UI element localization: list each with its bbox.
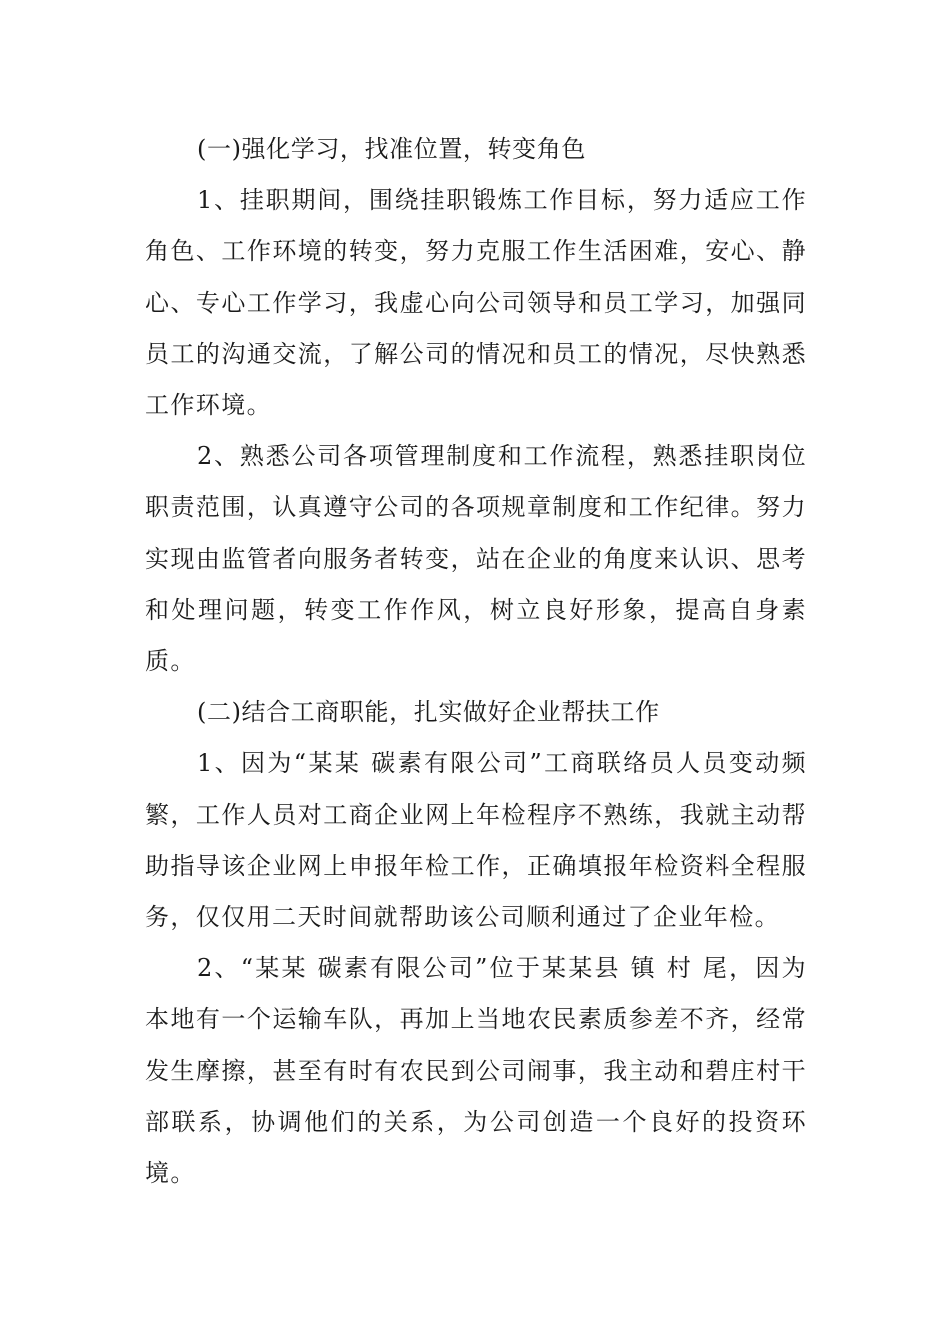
section-heading-2: (二)结合工商职能，扎实做好企业帮扶工作 bbox=[197, 698, 660, 727]
paragraph-3: 1、因为“某某 碳素有限公司”工商联络员人员变动频繁，工作人员对工商企业网上年检程序不熟练，我就主动帮助指导该企业网上申报年检工作，正确填报年检资料全程服务，仅仅用二天时间就帮助该公司顺利通过了企业年检。 bbox=[145, 749, 807, 932]
paragraph-2: 2、熟悉公司各项管理制度和工作流程，熟悉挂职岗位职责范围，认真遵守公司的各项规章制度和工作纪律。努力实现由监管者向服务者转变，站在企业的角度来认识、思考和处理问题，转变工作作风，树立良好形象，提高自身素质。 bbox=[145, 442, 807, 676]
document-page bbox=[145, 124, 807, 1199]
section-heading-1: (一)强化学习，找准位置，转变角色 bbox=[197, 135, 586, 163]
paragraph-4: 2、“某某 碳素有限公司”位于某某县 镇 村 尾，因为本地有一个运输车队，再加上当地农民素质参差不齐，经常发生摩擦，甚至有时有农民到公司闹事，我主动和碧庄村干部联系，协调他们的关系，为公司创造一个良好的投资环境。 bbox=[145, 954, 807, 1188]
paragraph-1: 1、挂职期间，围绕挂职锻炼工作目标，努力适应工作角色、工作环境的转变，努力克服工作生活困难，安心、静心、专心工作学习，我虚心向公司领导和员工学习，加强同员工的沟通交流，了解公司的情况和员工的情况，尽快熟悉工作环境。 bbox=[145, 186, 807, 420]
